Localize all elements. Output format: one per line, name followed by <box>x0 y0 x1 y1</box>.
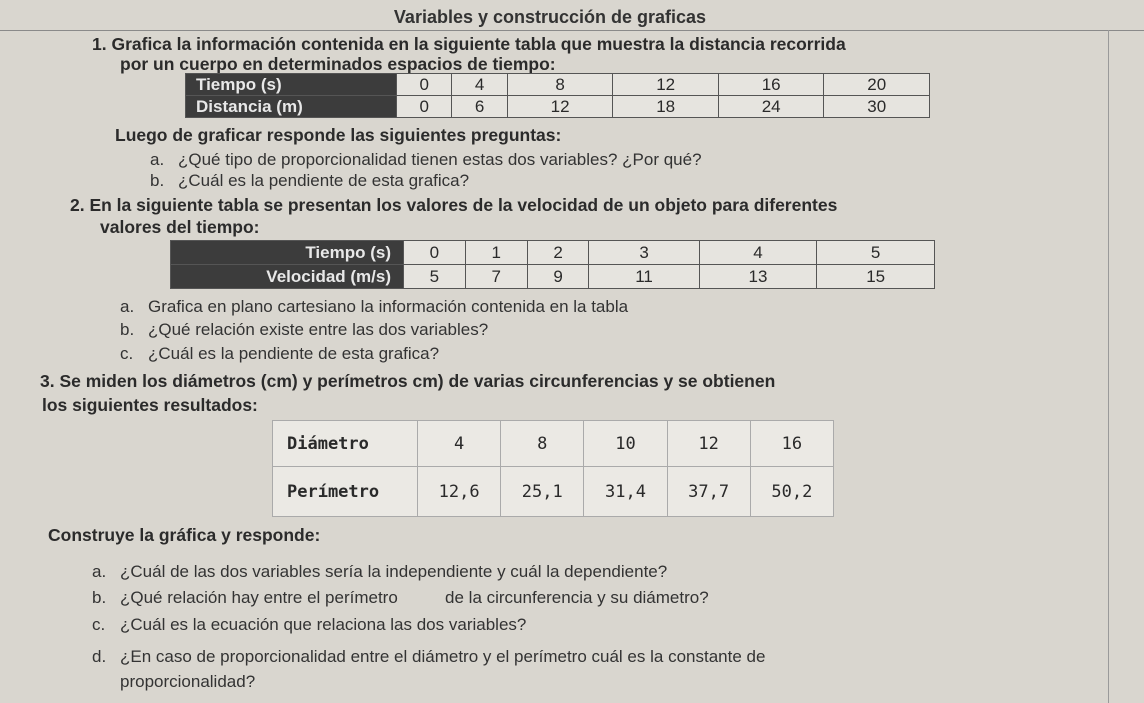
q3-question-d-continued: proporcionalidad? <box>120 672 256 691</box>
q3-question-b <box>92 588 709 608</box>
table-cell: 6 <box>452 96 507 118</box>
q1-line1: 1. Grafica la información contenida en la siguiente tabla que muestra la distancia recorrida <box>92 34 846 54</box>
q3-b-text: ¿Qué relación hay entre el perímetro de la circunferencia y su diámetro? <box>120 588 709 607</box>
table-cell: 12 <box>613 74 719 96</box>
q2-b-letter: b. <box>120 320 135 339</box>
table-cell: 18 <box>613 96 719 118</box>
table-row <box>273 467 834 517</box>
table-row <box>171 265 935 289</box>
table-cell: 11 <box>589 265 699 289</box>
q2-a-text: Grafica en plano cartesiano la información contenida en la tabla <box>148 297 629 316</box>
table-cell: 4 <box>699 241 817 265</box>
table-cell: 37,7 <box>667 467 750 517</box>
q3-line2: los siguientes resultados: <box>42 395 258 415</box>
table-row <box>171 241 935 265</box>
q3-a-letter: a. <box>92 562 107 581</box>
table-cell: 0 <box>397 96 452 118</box>
page-border <box>1108 30 1109 703</box>
q3-c-text: ¿Cuál es la ecuación que relaciona las dos variables? <box>120 615 527 634</box>
table-cell: 4 <box>452 74 507 96</box>
table-cell: 5 <box>817 241 935 265</box>
table-header-cell: Distancia (m) <box>186 96 397 118</box>
q3-b-letter: b. <box>92 588 107 607</box>
table-cell: 8 <box>501 421 584 467</box>
table-header-cell: Diámetro <box>273 421 418 467</box>
table-cell: 31,4 <box>584 467 667 517</box>
q3-instructions: Construye la gráfica y responde: <box>48 525 321 545</box>
table-row <box>186 96 930 118</box>
q2-line1: 2. En la siguiente tabla se presentan los valores de la velocidad de un objeto para diferentes <box>70 195 838 215</box>
q2-question-b <box>120 320 488 340</box>
q2-a-letter: a. <box>120 297 135 316</box>
page-title: Variables y construcción de graficas <box>393 7 707 27</box>
table-cell: 8 <box>507 74 613 96</box>
q1-line2: por un cuerpo en determinados espacios de tiempo: <box>120 54 556 74</box>
q3-question-d <box>92 647 765 667</box>
table-cell: 30 <box>824 96 930 118</box>
q1-instructions: Luego de graficar responde las siguientes preguntas: <box>115 125 562 145</box>
q2-b-text: ¿Qué relación existe entre las dos variables? <box>148 320 489 339</box>
table-cell: 24 <box>718 96 824 118</box>
q2-question-c <box>120 344 439 364</box>
table-header-cell: Tiempo (s) <box>171 241 404 265</box>
table-cell: 16 <box>718 74 824 96</box>
q3-a-text: ¿Cuál de las dos variables sería la independiente y cuál la dependiente? <box>120 562 668 581</box>
q1-question-a <box>150 150 702 170</box>
q3-question-c <box>92 615 526 635</box>
q1-table <box>185 73 930 118</box>
table-cell: 9 <box>527 265 589 289</box>
table-cell: 12 <box>667 421 750 467</box>
q3-c-letter: c. <box>92 615 106 634</box>
q1-a-letter: a. <box>150 150 165 169</box>
table-cell: 50,2 <box>750 467 833 517</box>
table-header-cell: Perímetro <box>273 467 418 517</box>
q2-c-letter: c. <box>120 344 134 363</box>
q3-table <box>272 420 834 517</box>
table-cell: 10 <box>584 421 667 467</box>
table-header-cell: Velocidad (m/s) <box>171 265 404 289</box>
table-cell: 2 <box>527 241 589 265</box>
q2-table <box>170 240 935 289</box>
table-row <box>273 421 834 467</box>
q1-a-text: ¿Qué tipo de proporcionalidad tienen estas dos variables? ¿Por qué? <box>178 150 702 169</box>
table-cell: 12,6 <box>418 467 501 517</box>
table-cell: 20 <box>824 74 930 96</box>
q1-question-b <box>150 171 469 191</box>
table-cell: 13 <box>699 265 817 289</box>
table-cell: 12 <box>507 96 613 118</box>
table-header-cell: Tiempo (s) <box>186 74 397 96</box>
q3-d-text-1: ¿En caso de proporcionalidad entre el diámetro y el perímetro cuál es la constante de <box>120 647 766 666</box>
q1-b-letter: b. <box>150 171 165 190</box>
table-cell: 3 <box>589 241 699 265</box>
table-cell: 5 <box>404 265 466 289</box>
table-cell: 7 <box>465 265 527 289</box>
q1-b-text: ¿Cuál es la pendiente de esta grafica? <box>178 171 470 190</box>
table-cell: 15 <box>817 265 935 289</box>
q2-c-text: ¿Cuál es la pendiente de esta grafica? <box>148 344 440 363</box>
q3-d-letter: d. <box>92 647 107 666</box>
table-cell: 1 <box>465 241 527 265</box>
q2-line2: valores del tiempo: <box>100 217 260 237</box>
table-cell: 0 <box>404 241 466 265</box>
table-cell: 25,1 <box>501 467 584 517</box>
table-cell: 0 <box>397 74 452 96</box>
table-cell: 4 <box>418 421 501 467</box>
q3-line1: 3. Se miden los diámetros (cm) y perímetros cm) de varias circunferencias y se obtienen <box>40 371 776 391</box>
table-row <box>186 74 930 96</box>
table-cell: 16 <box>750 421 833 467</box>
q3-question-a <box>92 562 667 582</box>
q2-question-a <box>120 297 628 317</box>
